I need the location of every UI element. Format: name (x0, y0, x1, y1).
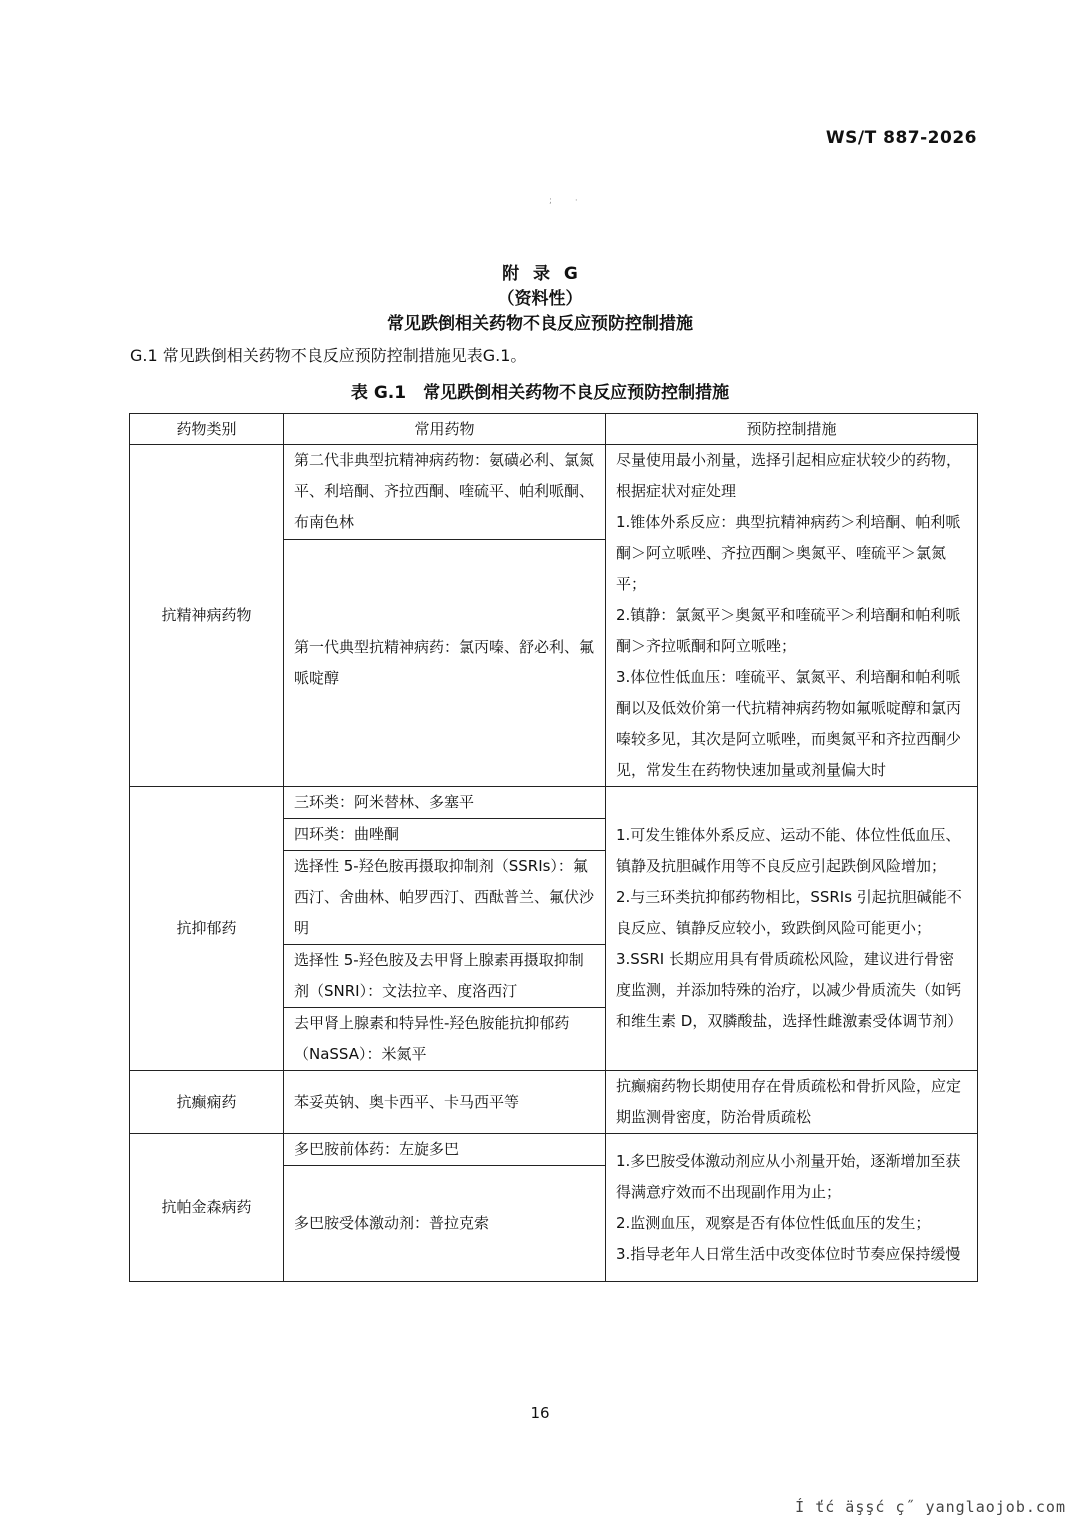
appendix-label: 附 录 G (502, 264, 578, 284)
page-number: 16 (530, 1404, 550, 1422)
drug-cell: 三环类：阿米替林、多塞平 (284, 787, 606, 819)
table-row (130, 1134, 978, 1166)
appendix-title: 常见跌倒相关药物不良反应预防控制措施 (387, 314, 693, 334)
header-measures: 预防控制措施 (606, 414, 978, 445)
drug-cell: 多巴胺前体药：左旋多巴 (284, 1134, 606, 1166)
measure-cell (606, 1134, 978, 1282)
drug-cell: 选择性 5-羟色胺及去甲肾上腺素再摄取抑制剂（SNRI）：文法拉辛、度洛西汀 (284, 945, 606, 1008)
category-cell: 抗精神病药物 (130, 445, 284, 787)
measure-cell (606, 445, 978, 787)
drug-cell: 苯妥英钠、奥卡西平、卡马西平等 (284, 1071, 606, 1134)
document-code: WS/T 887-2026 (825, 128, 977, 148)
drug-cell: 去甲肾上腺素和特异性-羟色胺能抗抑郁药（NaSSA）：米氮平 (284, 1008, 606, 1071)
measure-line: 3.体位性低血压：喹硫平、氯氮平、利培酮和帕利哌酮以及低效价第一代抗精神病药物如氟哌啶醇和氯丙嗪较多见，其次是阿立哌唑，而奥氮平和齐拉西酮少见，常发生在药物快速加量或剂量偏大时 (616, 668, 962, 779)
category-cell: 抗抑郁药 (130, 787, 284, 1071)
table-row (130, 787, 978, 819)
measure-line: 尽量使用最小剂量，选择引起相应症状较少的药物，根据症状对症处理 (616, 451, 962, 500)
appendix-type: （资料性） (497, 289, 583, 309)
measure-line: 2.监测血压，观察是否有体位性低血压的发生； (616, 1213, 931, 1232)
table-row (130, 1071, 978, 1134)
scan-artifact: ; · (549, 196, 588, 206)
measure-line: 2.与三环类抗抑郁药物相比，SSRIs 引起抗胆碱能不良反应、镇静反应较小，致跌倒风险可能更小； (616, 888, 962, 937)
medication-table (129, 413, 978, 1282)
header-category: 药物类别 (130, 414, 284, 445)
header-drugs: 常用药物 (284, 414, 606, 445)
measure-line: 2.镇静：氯氮平＞奥氮平和喹硫平＞利培酮和帕利哌酮＞齐拉哌酮和阿立哌唑； (616, 606, 961, 655)
drug-cell: 多巴胺受体激动剂：普拉克索 (284, 1166, 606, 1282)
clause-g1: G.1 常见跌倒相关药物不良反应预防控制措施见表G.1。 (130, 346, 527, 365)
table-row (130, 445, 978, 540)
measure-line: 1.锥体外系反应：典型抗精神病药＞利培酮、帕利哌酮＞阿立哌唑、齐拉西酮＞奥氮平、喹硫平＞氯氮平； (616, 513, 961, 593)
measure-line: 1.可发生锥体外系反应、运动不能、体位性低血压、镇静及抗胆碱作用等不良反应引起跌倒风险增加； (616, 826, 961, 875)
category-cell: 抗帕金森病药 (130, 1134, 284, 1282)
measure-cell: 抗癫痫药物长期使用存在骨质疏松和骨折风险，应定期监测骨密度，防治骨质疏松 (606, 1071, 978, 1134)
table-caption: 表 G.1 常见跌倒相关药物不良反应预防控制措施 (350, 383, 730, 403)
watermark: Í ťć äşşć ç˝ yanglaojob.com (795, 1498, 1066, 1516)
measure-cell (606, 787, 978, 1071)
drug-cell: 第二代非典型抗精神病药物：氨磺必利、氯氮平、利培酮、齐拉西酮、喹硫平、帕利哌酮、布南色林 (284, 445, 606, 540)
table-header-row (130, 414, 978, 445)
drug-cell: 四环类：曲唑酮 (284, 819, 606, 851)
measure-line: 1.多巴胺受体激动剂应从小剂量开始，逐渐增加至获得满意疗效而不出现副作用为止； (616, 1151, 961, 1201)
measure-line: 3.指导老年人日常生活中改变体位时节奏应保持缓慢 (616, 1244, 961, 1263)
measure-line: 3.SSRI 长期应用具有骨质疏松风险，建议进行骨密度监测，并添加特殊的治疗，以减少骨质流失（如钙和维生素 D，双膦酸盐，选择性雌激素受体调节剂） (616, 950, 963, 1030)
drug-cell: 选择性 5-羟色胺再摄取抑制剂（SSRIs）：氟西汀、舍曲林、帕罗西汀、西酞普兰、氟伏沙明 (284, 851, 606, 945)
drug-cell: 第一代典型抗精神病药：氯丙嗪、舒必利、氟哌啶醇 (284, 539, 606, 786)
category-cell: 抗癫痫药 (130, 1071, 284, 1134)
